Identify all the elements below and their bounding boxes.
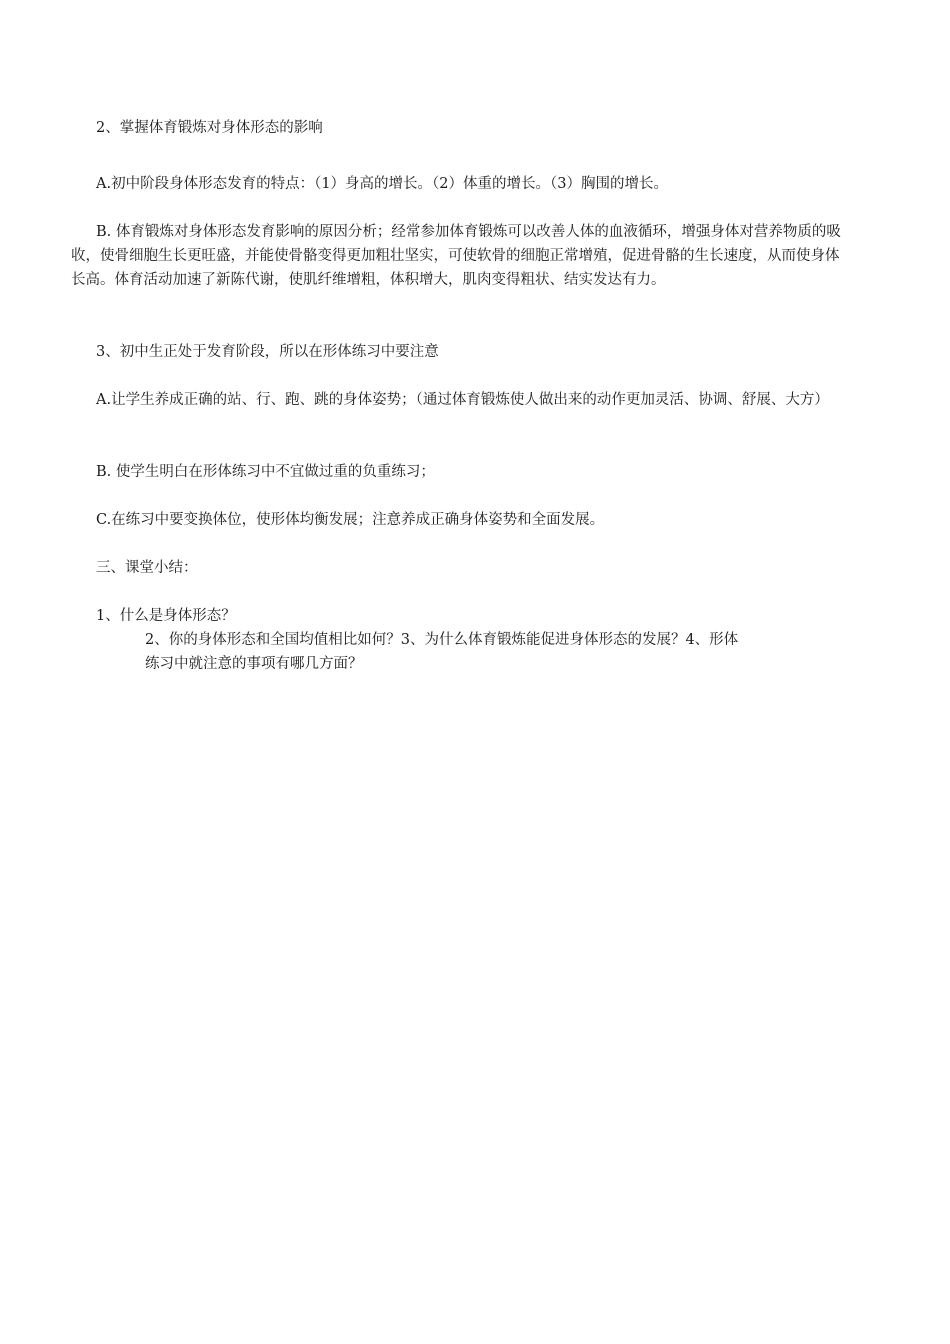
summary-questions-line-1: 2、你的身体形态和全国均值相比如何？3、为什么体育锻炼能促进身体形态的发展？4、形体 — [145, 632, 739, 648]
section-heading-2: 2、掌握体育锻炼对身体形态的影响 — [96, 120, 323, 136]
paragraph-3a: A.让学生养成正确的站、行、跑、跳的身体姿势；（通过体育锻炼使人做出来的动作更加灵活、协调、舒展、大方） — [96, 392, 829, 408]
paragraph-2b: B. 体育锻炼对身体形态发育影响的原因分析；经常参加体育锻炼可以改善人体的血液循环，增强身体对营养物质的吸收，使骨细胞生长更旺盛，并能使骨骼变得更加粗壮坚实，可使软骨的细胞正常增殖，促进骨骼的生长速度，从而使身体长高。体育活动加速了新陈代谢，使肌纤维增粗，体积增大，肌肉变得粗状、结实发达有力。 — [71, 224, 841, 288]
paragraph-2a: A.初中阶段身体形态发育的特点：（1）身高的增长。（2）体重的增长。（3）胸围的增长。 — [96, 176, 669, 192]
section-heading-3: 3、初中生正处于发育阶段，所以在形体练习中要注意 — [96, 344, 439, 360]
summary-question-1: 1、什么是身体形态？ — [96, 608, 236, 624]
summary-heading: 三、课堂小结： — [96, 560, 198, 576]
summary-questions-line-2: 练习中就注意的事项有哪几方面？ — [145, 656, 363, 672]
paragraph-3c: C.在练习中要变换体位，使形体均衡发展；注意养成正确身体姿势和全面发展。 — [96, 512, 605, 528]
paragraph-3b: B. 使学生明白在形体练习中不宜做过重的负重练习； — [96, 464, 435, 480]
